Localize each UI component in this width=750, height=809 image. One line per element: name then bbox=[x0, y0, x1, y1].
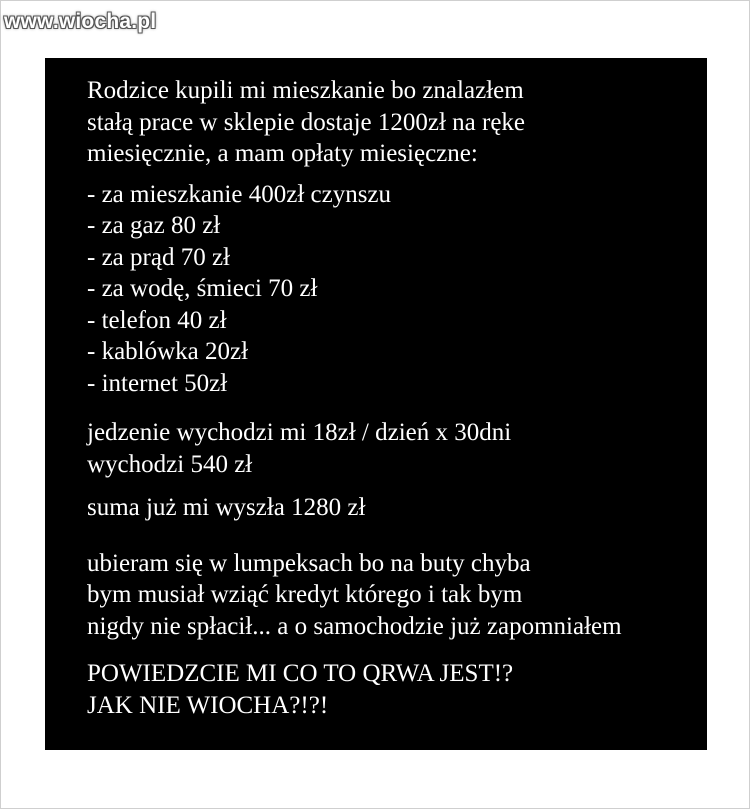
expense-item: - za wodę, śmieci 70 zł bbox=[87, 275, 318, 302]
text-panel bbox=[45, 58, 707, 750]
expense-item: - telefon 40 zł bbox=[87, 306, 227, 334]
clothes-line: nigdy nie spłacił... a o samochodzie już zapomniałem bbox=[87, 612, 622, 640]
expense-item: - za gaz 80 zł bbox=[87, 212, 221, 239]
site-watermark: www.wiocha.pl bbox=[4, 10, 157, 33]
food-line: jedzenie wychodzi mi 18zł / dzień x 30dni bbox=[87, 419, 512, 446]
intro-line: stałą prace w sklepie dostaje 1200zł na ręke bbox=[87, 108, 526, 136]
sum-line: suma już mi wyszła 1280 zł bbox=[87, 494, 366, 521]
expense-item: - za mieszkanie 400zł czynszu bbox=[87, 180, 392, 208]
outro-line: JAK NIE WIOCHA?!?! bbox=[87, 691, 329, 719]
intro-line: miesięcznie, a mam opłaty miesięczne: bbox=[87, 140, 478, 167]
clothes-line: ubieram się w lumpeksach bo na buty chyba bbox=[87, 549, 531, 577]
outro-line: POWIEDZCIE MI CO TO QRWA JEST!? bbox=[87, 660, 514, 687]
expense-item: - za prąd 70 zł bbox=[87, 243, 230, 271]
expense-item: - internet 50zł bbox=[87, 369, 228, 397]
food-line: wychodzi 540 zł bbox=[87, 450, 253, 478]
expense-item: - kablówka 20zł bbox=[87, 338, 249, 365]
post-text bbox=[87, 75, 702, 721]
intro-line: Rodzice kupili mi mieszkanie bo znalazłem bbox=[87, 77, 524, 104]
clothes-line: bym musiał wziąć kredyt którego i tak bym bbox=[87, 581, 523, 608]
